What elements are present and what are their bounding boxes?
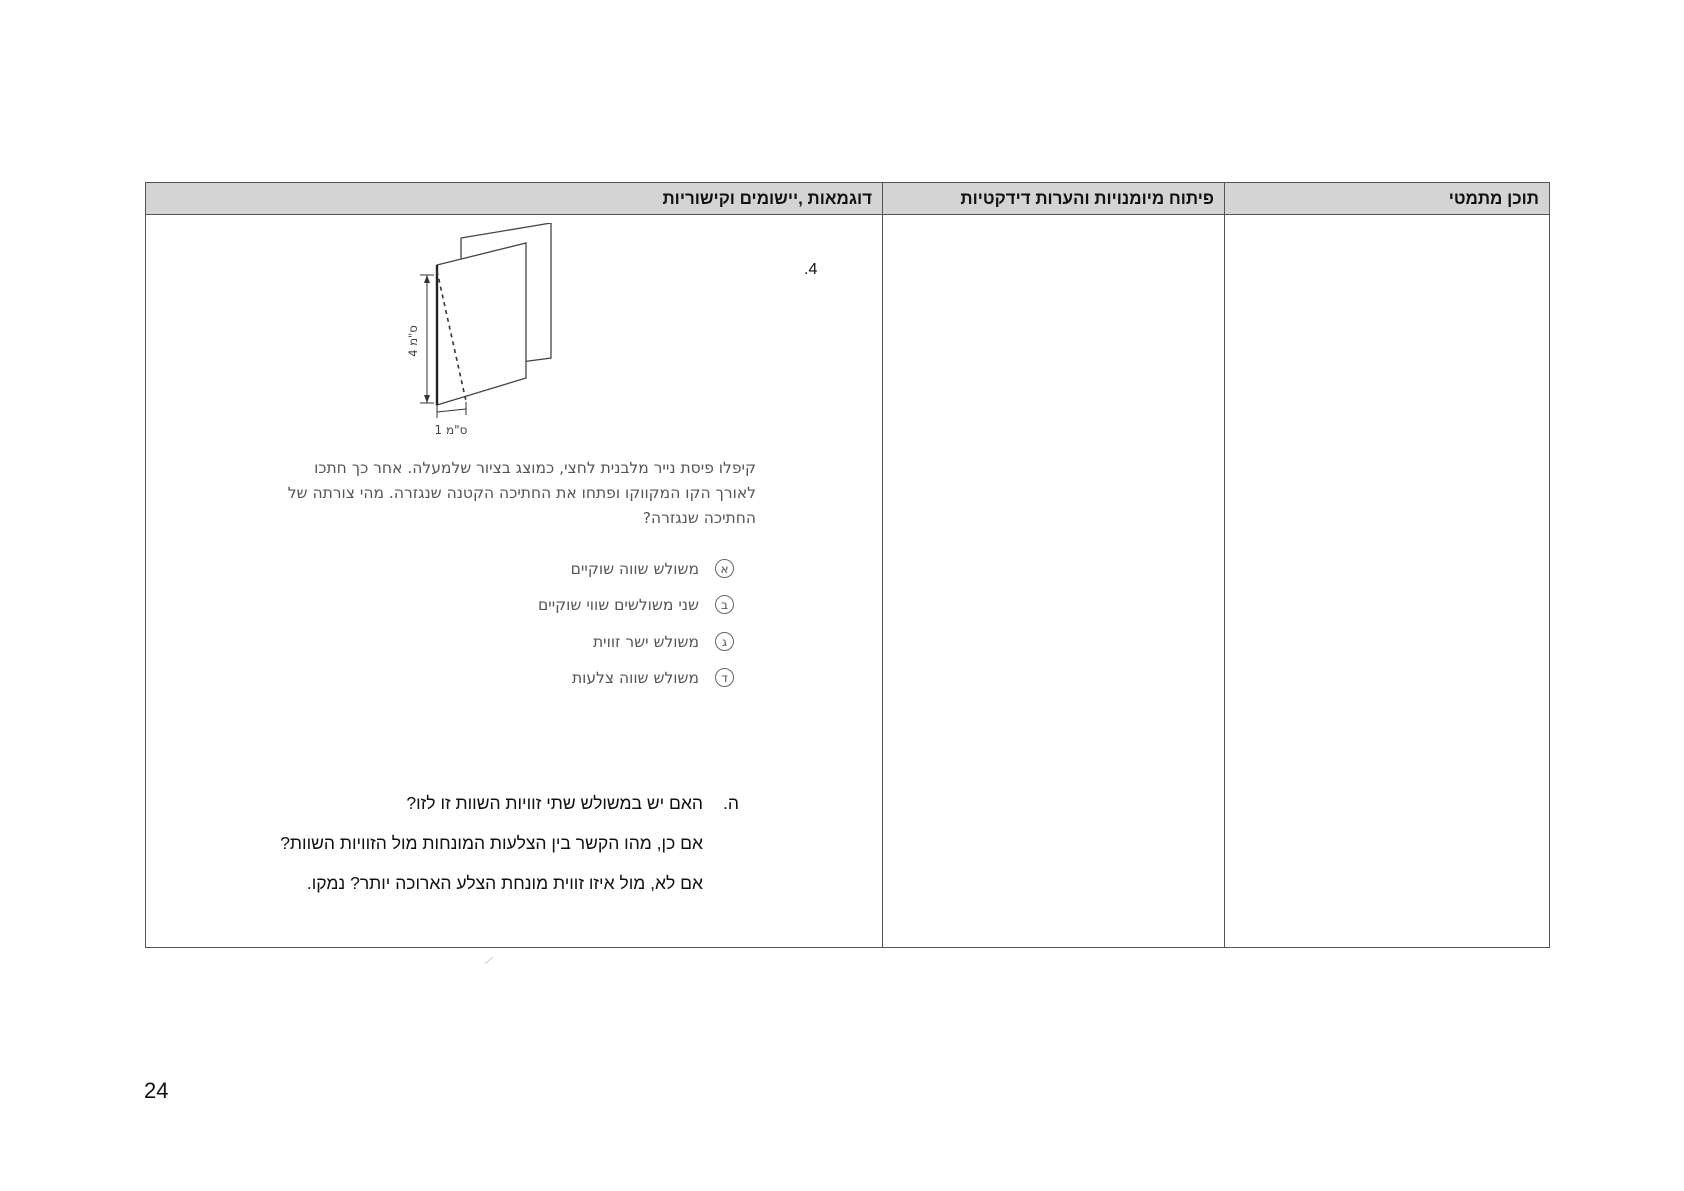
option-marker: א xyxy=(715,559,734,578)
header-examples xyxy=(146,183,882,215)
section-e-marker: ה. xyxy=(723,793,739,813)
question-number: .4 xyxy=(804,261,818,278)
header-math-content-label: תוכן מתמטי xyxy=(1448,188,1539,208)
problem-text xyxy=(176,456,756,531)
option-text: משולש ישר זווית xyxy=(592,632,699,651)
option-d xyxy=(572,668,734,687)
section-e xyxy=(280,783,739,903)
column-divider xyxy=(1224,183,1225,947)
option-marker: ג xyxy=(715,632,734,651)
paper-front-page xyxy=(437,243,526,405)
folded-paper-figure xyxy=(371,223,571,443)
section-e-line: אם לא, מול איזו זווית מונחת הצלע הארוכה יותר? נמקו. xyxy=(306,873,703,893)
width-label: 1 ס"מ xyxy=(434,423,468,437)
width-dimension-line xyxy=(437,409,466,412)
option-marker: ב xyxy=(715,595,734,614)
option-text: משולש שווה צלעות xyxy=(571,668,699,687)
problem-line: קיפלו פיסת נייר מלבנית לחצי, כמוצג בציור שלמעלה. אחר כך חתכו xyxy=(314,459,756,477)
header-skills xyxy=(882,183,1224,215)
header-skills-label: פיתוח מיומנויות והערות דידקטיות xyxy=(960,188,1214,208)
option-b xyxy=(538,595,734,614)
option-text: שני משולשים שווי שוקיים xyxy=(537,595,699,614)
option-text: משולש שווה שוקיים xyxy=(570,559,699,578)
header-examples-label: דוגמאות ,יישומים וקישוריות xyxy=(662,188,872,208)
option-c xyxy=(593,632,734,651)
header-math-content xyxy=(1224,183,1549,215)
scan-speck xyxy=(485,957,493,964)
curriculum-table xyxy=(145,182,1550,948)
height-label: 4 ס"מ xyxy=(406,325,420,357)
section-e-line: האם יש במשולש שתי זוויות השוות זו לזו? xyxy=(406,793,703,813)
problem-line: החתיכה שנגזרה? xyxy=(642,509,756,527)
option-a xyxy=(571,559,734,578)
column-divider xyxy=(882,183,883,947)
section-e-line: אם כן, מהו הקשר בין הצלעות המונחות מול הזוויות השוות? xyxy=(280,833,703,853)
problem-line: לאורך הקו המקווקו ופתחו את החתיכה הקטנה שנגזרה. מהי צורתה של xyxy=(287,484,756,502)
page-number: 24 xyxy=(144,1078,169,1103)
option-marker: ד xyxy=(715,668,734,687)
